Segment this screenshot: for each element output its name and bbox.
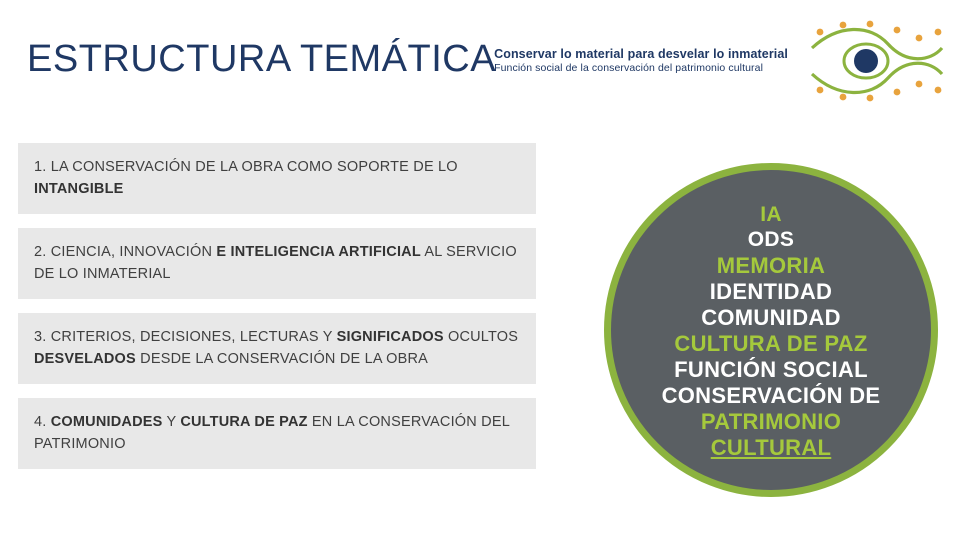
logo-text: [494, 47, 788, 76]
list-item-emphasis: INTANGIBLE: [34, 181, 124, 198]
list-item-number: 3.: [34, 328, 51, 345]
list-item-emphasis: CULTURA DE PAZ: [180, 413, 308, 430]
list-item-text: DESDE LA CONSERVACIÓN DE LA OBRA: [135, 351, 429, 368]
list-item: [18, 313, 536, 384]
keyword-line: CONSERVACIÓN DE: [661, 382, 881, 408]
logo-tagline-primary: Conservar lo material para desvelar lo inmaterial: [494, 46, 788, 61]
keyword-line: IA: [760, 203, 782, 227]
list-item-text: LA CONSERVACIÓN DE LA OBRA COMO SOPORTE DE LO: [50, 159, 458, 175]
keyword-line: ODS: [747, 228, 795, 252]
list-item-text: CIENCIA, INNOVACIÓN: [50, 243, 217, 260]
keyword-line: COMUNIDAD: [701, 304, 841, 330]
logo-tagline-secondary: Función social de la conservación del patrimonio cultural: [494, 62, 764, 75]
keyword-line: MEMORIA: [716, 252, 826, 278]
list-item-number: 2.: [34, 243, 51, 260]
list-item: [18, 143, 536, 214]
list-item-text: CRITERIOS, DECISIONES, LECTURAS Y: [50, 328, 337, 345]
list-item-emphasis: E INTELIGENCIA ARTIFICIAL: [216, 243, 421, 260]
logo-block: [494, 18, 948, 104]
keywords-circle: [604, 163, 938, 497]
keyword-line: CULTURA DE PAZ: [674, 330, 868, 356]
list-item-text: OCULTOS: [443, 328, 519, 345]
keyword-line: PATRIMONIO: [700, 408, 842, 434]
page-title: ESTRUCTURA TEMÁTICA: [27, 38, 497, 80]
keyword-line: CULTURAL: [710, 434, 832, 460]
list-item: [18, 398, 536, 469]
list-item-text: Y: [162, 413, 181, 430]
list-item: [18, 228, 536, 299]
keyword-line: FUNCIÓN SOCIAL: [674, 356, 868, 382]
list-item-emphasis: COMUNIDADES: [50, 413, 163, 430]
list-item-emphasis: SIGNIFICADOS: [336, 328, 444, 345]
eye-wave-logo-icon: [798, 18, 948, 104]
keyword-line: IDENTIDAD: [709, 278, 833, 304]
list-item-number: 1.: [34, 159, 51, 175]
topic-list: [18, 143, 536, 483]
list-item-text: EN LA CONSERVACIÓN DEL PATRIMONIO: [34, 413, 510, 453]
list-item-text: AL SERVICIO DE LO INMATERIAL: [34, 243, 517, 283]
list-item-emphasis: DESVELADOS: [34, 351, 136, 368]
keywords-circle-body: [604, 163, 938, 497]
list-item-number: 4.: [34, 413, 51, 430]
